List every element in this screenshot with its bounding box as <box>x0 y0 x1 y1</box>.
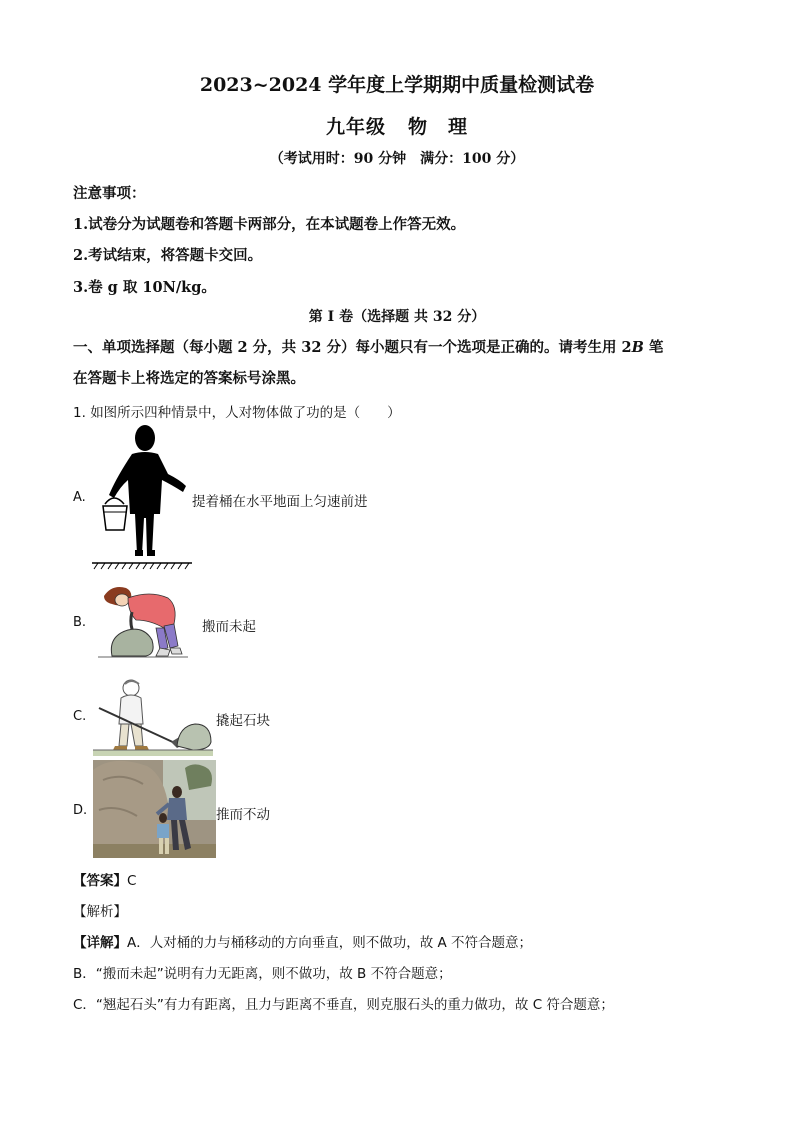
part-title: 第 I 卷（选择题 共 32 分） <box>308 309 486 325</box>
question-text: 如图所示四种情景中，人对物体做了功的是（ ） <box>90 405 401 421</box>
subject-label: 物 理 <box>408 116 469 138</box>
answer-value: C <box>127 873 137 889</box>
option-a-text: 提着桶在水平地面上匀速前进 <box>192 494 368 510</box>
grade-subject <box>0 112 794 139</box>
analysis-label: 【解析】 <box>73 904 127 920</box>
section-line-2: 在答题卡上将选定的答案标号涂黑。 <box>73 370 305 387</box>
bucket-carrying-figure <box>92 422 192 570</box>
detail-line-2: B．“搬而未起”说明有力无距离，则不做功，故 B 不符合题意； <box>73 966 452 982</box>
pushing-boulder-photo <box>93 760 216 858</box>
option-a-letter: A. <box>73 490 86 505</box>
notes-heading: 注意事项： <box>73 185 146 202</box>
detail-label: 【详解】 <box>73 935 127 951</box>
answer-line <box>73 869 136 889</box>
exam-info: （考试用时：90 分钟 满分：100 分） <box>269 151 525 167</box>
option-c-text: 撬起石块 <box>216 713 270 729</box>
woman-lifting-rock-figure <box>98 584 188 660</box>
option-d-text: 推而不动 <box>216 807 270 823</box>
pencil-grade: B <box>631 339 644 356</box>
man-prying-rock-figure <box>93 678 213 756</box>
option-c-letter: C. <box>73 709 87 724</box>
note-item-1: 1.试卷分为试题卷和答题卡两部分，在本试题卷上作答无效。 <box>73 216 466 233</box>
grade-label: 九年级 <box>325 116 386 138</box>
detail-line-1: 【详解】A．人对桶的力与桶移动的方向垂直，则不做功，故 A 不符合题意； <box>73 935 533 951</box>
question-number: 1. <box>73 405 86 421</box>
option-d-letter: D. <box>73 803 88 818</box>
section-line-1: 一、单项选择题（每小题 2 分，共 32 分）每小题只有一个选项是正确的。请考生用 2B 笔 <box>73 339 664 356</box>
question-stem <box>73 401 401 421</box>
note-item-3: 3.卷 g 取 10N/kg。 <box>73 279 216 296</box>
option-b-text: 搬而未起 <box>202 619 256 635</box>
answer-label: 【答案】 <box>73 873 127 889</box>
detail-line-3: C．“翘起石头”有力有距离，且力与距离不垂直，则克服石头的重力做功，故 C 符合题意； <box>73 997 614 1013</box>
option-b-letter: B. <box>73 615 87 630</box>
exam-title: 2023~2024 学年度上学期期中质量检测试卷 <box>199 74 595 96</box>
section-instructions <box>73 332 723 394</box>
note-item-2: 2.考试结束，将答题卡交回。 <box>73 247 263 264</box>
